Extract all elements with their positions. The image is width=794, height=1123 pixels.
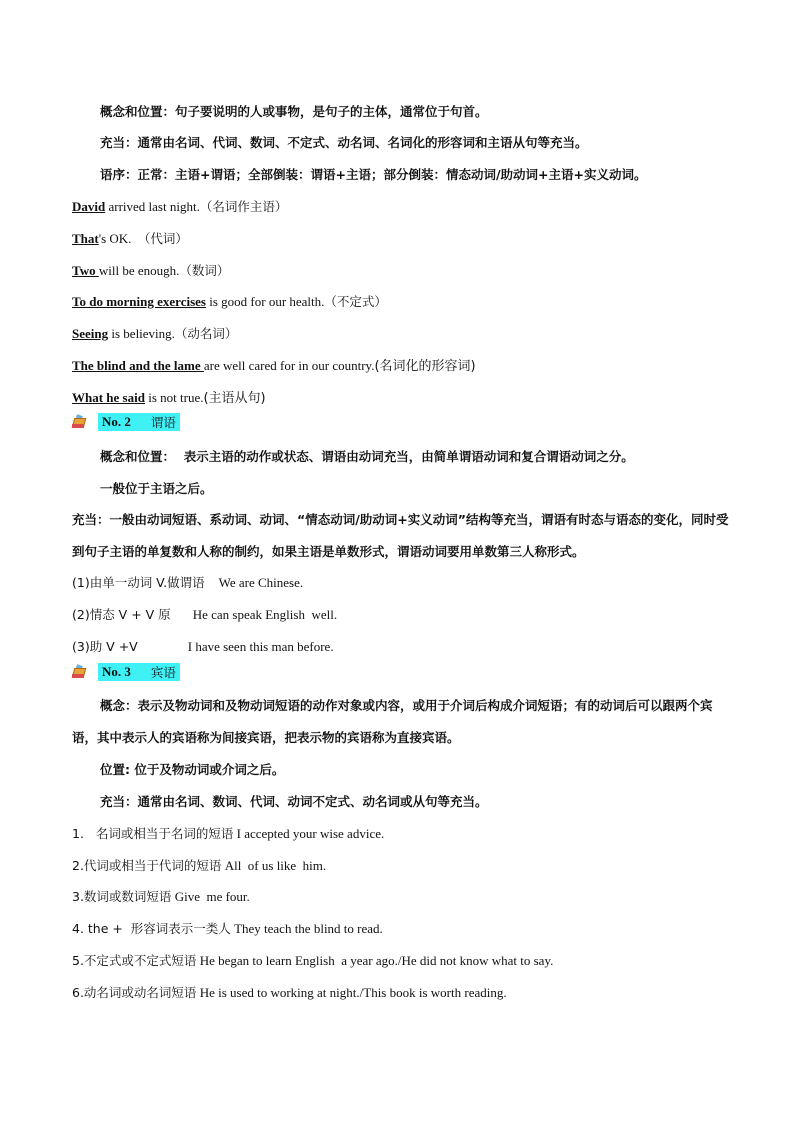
section-title: 谓语 [150,415,176,430]
predicate-item [72,639,754,655]
object-concept [72,690,734,754]
section-label [98,663,180,681]
example-subject: The blind and the lame [72,358,204,373]
example-rest: is not true. [144,390,204,405]
example-note: （名词作主语） [199,199,288,214]
concept-label: 概念和位置： [100,449,176,464]
item-label: 6.动名词或动名词短语 [72,985,197,1000]
item-example: He can speak English well. [192,607,338,622]
example-line [72,263,754,279]
object-item [72,826,754,842]
example-subject: Seeing [72,326,109,341]
section-header-predicate [72,413,180,431]
predicate-concept [100,449,754,465]
object-item [72,985,754,1001]
predicate-serve [72,504,734,568]
example-rest: is good for our health. [205,294,325,309]
item-label: 1. 名词或相当于名词的短语 [72,826,234,841]
subject-serve [100,135,754,151]
item-example: He began to learn English a year ago./He did not know what to say. [199,953,554,968]
example-note: （动名词） [174,326,238,341]
example-note: (名词化的形容词) [374,359,476,374]
concept-text: 句子要说明的人或事物，是句子的主体，通常位于句首。 [175,104,488,119]
item-label: 5.不定式或不定式短语 [72,953,197,968]
item-example: I accepted your wise advice. [236,826,385,841]
predicate-position [100,481,754,497]
section-number: No. 2 [102,414,131,429]
item-example: We are Chinese. [218,575,304,590]
serve-text: 充当：一般由动词短语、系动词、动词、“情态动词/助动词+实义动词”结构等充当，谓语有时态与语态的变化，同时受到句子主语的单复数和人称的制约，如果主语是单数形式，谓语动词要用单数第三人称形式。 [72,512,729,559]
predicate-item [72,575,754,591]
section-label [98,413,180,431]
example-subject: What he said [72,390,145,405]
example-rest: are well cared for in our country. [203,358,375,373]
section-header-object [72,663,180,681]
example-rest: arrived last night. [105,199,200,214]
example-subject: David [72,199,106,214]
item-label: 3.数词或数词短语 [72,889,172,904]
example-rest: is believing. [108,326,175,341]
example-subject: Two [72,263,99,278]
subject-order [100,167,754,183]
serve-text: 通常由名词、代词、数词、不定式、动名词、名词化的形容词和主语从句等充当。 [137,135,588,150]
order-text: 正常：主语+谓语；全部倒装：谓语+主语；部分倒装：情态动词/助动词+主语+实义动词。 [137,167,647,182]
item-label: (3)助 V +V [72,639,138,654]
item-example: All of us like him. [224,858,327,873]
example-line [72,199,754,215]
serve-label: 充当： [100,135,138,150]
example-rest: will be enough. [98,263,180,278]
example-note: （不定式） [324,294,387,309]
example-line [72,294,754,310]
object-item [72,921,754,937]
concept-text: 表示主语的动作或状态、谓语由动词充当，由简单谓语动词和复合谓语动词之分。 [183,449,634,464]
book-icon [72,665,86,679]
position-label: 位置: [100,762,130,777]
example-line [72,231,754,247]
item-label: 2.代词或相当于代词的短语 [72,858,222,873]
example-line [72,390,754,407]
example-note: （代词） [137,231,188,246]
concept-label: 概念和位置： [100,104,176,119]
section-number: No. 3 [102,664,131,679]
object-serve [100,794,754,810]
example-line [72,358,754,375]
object-position [100,762,754,778]
example-note: （数词） [179,263,230,278]
item-example: Give me four. [174,889,250,904]
example-line [72,326,754,342]
example-subject: That [72,231,99,246]
item-example: I have seen this man before. [187,639,334,654]
object-item [72,889,754,905]
item-label: 4. the + 形容词表示一类人 [72,921,231,936]
serve-text: 充当：通常由名词、数词、代词、动词不定式、动名词或从句等充当。 [100,794,488,809]
item-label: (2)情态 V + V 原 [72,607,171,622]
example-note: (主语从句) [203,391,266,406]
example-subject: To do morning exercises [72,294,206,309]
order-label: 语序： [100,167,138,182]
section-title: 宾语 [150,665,176,680]
predicate-item [72,607,754,623]
item-label: (1)由单一动词 V.做谓语 [72,575,205,590]
position-text: 一般位于主语之后。 [100,481,213,496]
book-icon [72,415,86,429]
concept-text: 概念：表示及物动词和及物动词短语的动作对象或内容，或用于介词后构成介词短语；有的动词后可以跟两个宾语，其中表示人的宾语称为间接宾语，把表示物的宾语称为直接宾语。 [72,698,713,745]
subject-concept [100,104,754,120]
item-example: He is used to working at night./This book is worth reading. [199,985,507,1000]
position-text: 位于及物动词或介词之后。 [134,762,285,777]
object-item [72,953,754,969]
object-item [72,858,754,874]
item-example: They teach the blind to read. [234,921,383,936]
example-rest: 's OK. [98,231,138,246]
